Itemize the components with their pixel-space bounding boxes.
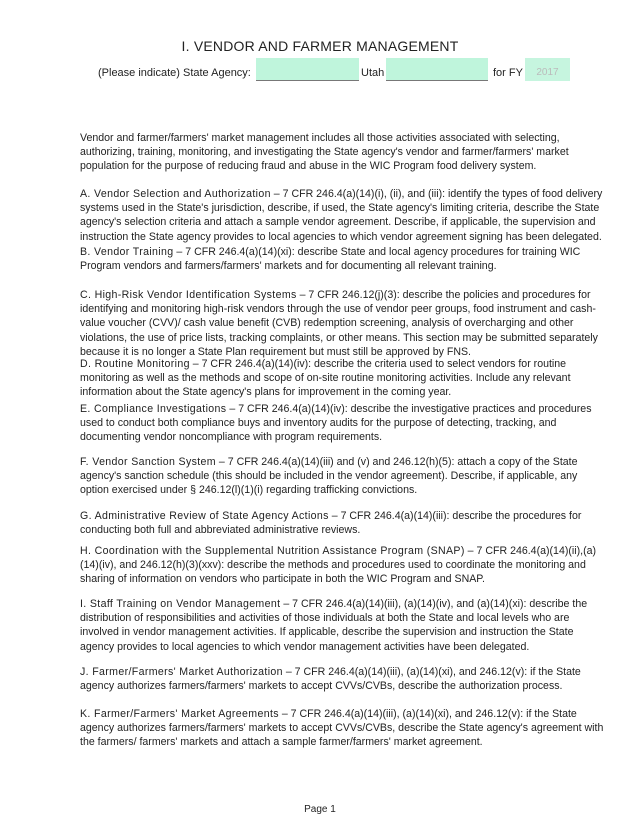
state-agency-field-left[interactable] xyxy=(256,58,359,81)
section-heading: D. Routine Monitoring xyxy=(80,358,190,370)
section-body: – 7 CFR 246.4(a)(14)(ii),(a)(14)(iv), and 246.12(h)(3)(xxv): describe the methods and procedures used to coordinate the monitoring and sharing of information on vendors who participate in both the WIC Program and SNAP. xyxy=(80,545,597,586)
section-body: – 7 CFR 246.4(a)(14)(iv): describe the criteria used to select vendors for routine monitoring as well as the methods and scope of on-site routine monitoring activities. Include any relevant information about the State agency's plans for improvement in the coming year. xyxy=(80,358,571,399)
intro-paragraph: Vendor and farmer/farmers' market management includes all those activities associated with selecting, authorizing, training, monitoring, and investigating the State agency's vendor and farmer/farmers' market population for the purpose of reducing fraud and abuse in the WIC Program food delivery system. xyxy=(80,132,569,173)
section-body: – 7 CFR 246.4(a)(14)(iii) and (v) and 246.12(h)(5): attach a copy of the State agency's sanction schedule (this should be included in the vendor agreement). Describe, if applicable, any option exercised under § 246.12(l)(1)(i) regarding trafficking convictions. xyxy=(80,456,578,497)
section-heading: J. Farmer/Farmers' Market Authorization xyxy=(80,666,283,678)
section-paragraph xyxy=(80,357,606,400)
section-body: – 7 CFR 246.4(a)(14)(iii), (a)(14)(iv), and (a)(14)(xi): describe the distribution of responsibilities and activities of those individuals at both the State and local levels who are involved in vendor management activities. If applicable, describe the supervision and instruction the State agency provides to local agencies to which vendor management activities have been delegated. xyxy=(80,598,588,653)
section-body: – 7 CFR 246.4(a)(14)(iii), (a)(14)(xi), and 246.12(v): if the State agency authorizes farmers/farmers' markets to accept CVVs/CVBs, describe the State agency's agreement with the farmers/ farmers' markets and attach a sample farmer/farmers' market agreement. xyxy=(80,708,604,749)
section-body: – 7 CFR 246.4(a)(14)(iii), (a)(14)(xi), and 246.12(v): if the State agency authorizes farmers/farmers' markets to accept CVVs/CVBs, describe the authorization process. xyxy=(80,666,581,693)
section-heading: G. Administrative Review of State Agency Actions xyxy=(80,510,329,522)
section-body: – 7 CFR 246.4(a)(14)(iii): describe the procedures for conducting both full and abbreviated administrative reviews. xyxy=(80,510,582,537)
section-body: – 7 CFR 246.12(j)(3): describe the policies and procedures for identifying and monitoring high-risk vendors through the use of vendor peer groups, food instrument and cash-value voucher (CVV)/ cash value benefit (CVB) redemption screening, analysis of overcharging and other violations, the use of price lists, tracking complaints, or other means. This section may be submitted separately because it is no longer a State Plan requirement but must still be approved by FNS. xyxy=(80,289,598,358)
fy-field[interactable]: 2017 xyxy=(525,58,570,81)
section-heading: I. Staff Training on Vendor Management xyxy=(80,598,281,610)
page-number: Page 1 xyxy=(304,804,336,815)
fy-label: for FY xyxy=(493,67,523,79)
section-body: – 7 CFR 246.4(a)(14)(xi): describe State and local agency procedures for training WIC Program vendors and farmers/farmers' markets and for documenting all relevant training. xyxy=(80,246,581,273)
state-agency-value[interactable]: Utah xyxy=(361,67,385,79)
section-heading: A. Vendor Selection and Authorization xyxy=(80,188,271,200)
section-heading: B. Vendor Training xyxy=(80,246,174,258)
section-paragraph xyxy=(80,288,606,359)
section-paragraph xyxy=(80,245,606,273)
section-paragraph xyxy=(80,597,606,654)
section-body: – 7 CFR 246.4(a)(14)(iv): describe the investigative practices and procedures used to conduct both compliance buys and inventory audits for the purpose of detecting, tracking, and documenting vendor noncompliance with program requirements. xyxy=(80,403,592,444)
section-heading: F. Vendor Sanction System xyxy=(80,456,216,468)
state-agency-label: (Please indicate) State Agency: xyxy=(98,67,251,79)
section-heading: K. Farmer/Farmers' Market Agreements xyxy=(80,708,279,720)
page-title: I. VENDOR AND FARMER MANAGEMENT xyxy=(181,38,459,54)
section-paragraph xyxy=(80,402,606,445)
state-agency-field-right[interactable] xyxy=(386,58,488,81)
section-heading: C. High-Risk Vendor Identification Systems xyxy=(80,289,297,301)
section-paragraph xyxy=(80,707,606,750)
section-paragraph xyxy=(80,455,606,498)
section-body: – 7 CFR 246.4(a)(14)(i), (ii), and (iii): identify the types of food delivery systems used in the State's jurisdiction, describe, if used, the State agency's limiting criteria, describe the State agency's selection criteria and attach a sample vendor agreement. Describe, if applicable, the supervision and instruction the State agency provides to local agencies to which vendor agreement signing has been delegated. xyxy=(80,188,603,243)
section-paragraph xyxy=(80,544,606,587)
state-agency-row xyxy=(0,58,640,82)
section-paragraph xyxy=(80,187,606,244)
section-heading: H. Coordination with the Supplemental Nutrition Assistance Program (SNAP) xyxy=(80,545,465,557)
section-heading: E. Compliance Investigations xyxy=(80,403,227,415)
section-paragraph xyxy=(80,665,606,693)
section-paragraph xyxy=(80,509,606,537)
